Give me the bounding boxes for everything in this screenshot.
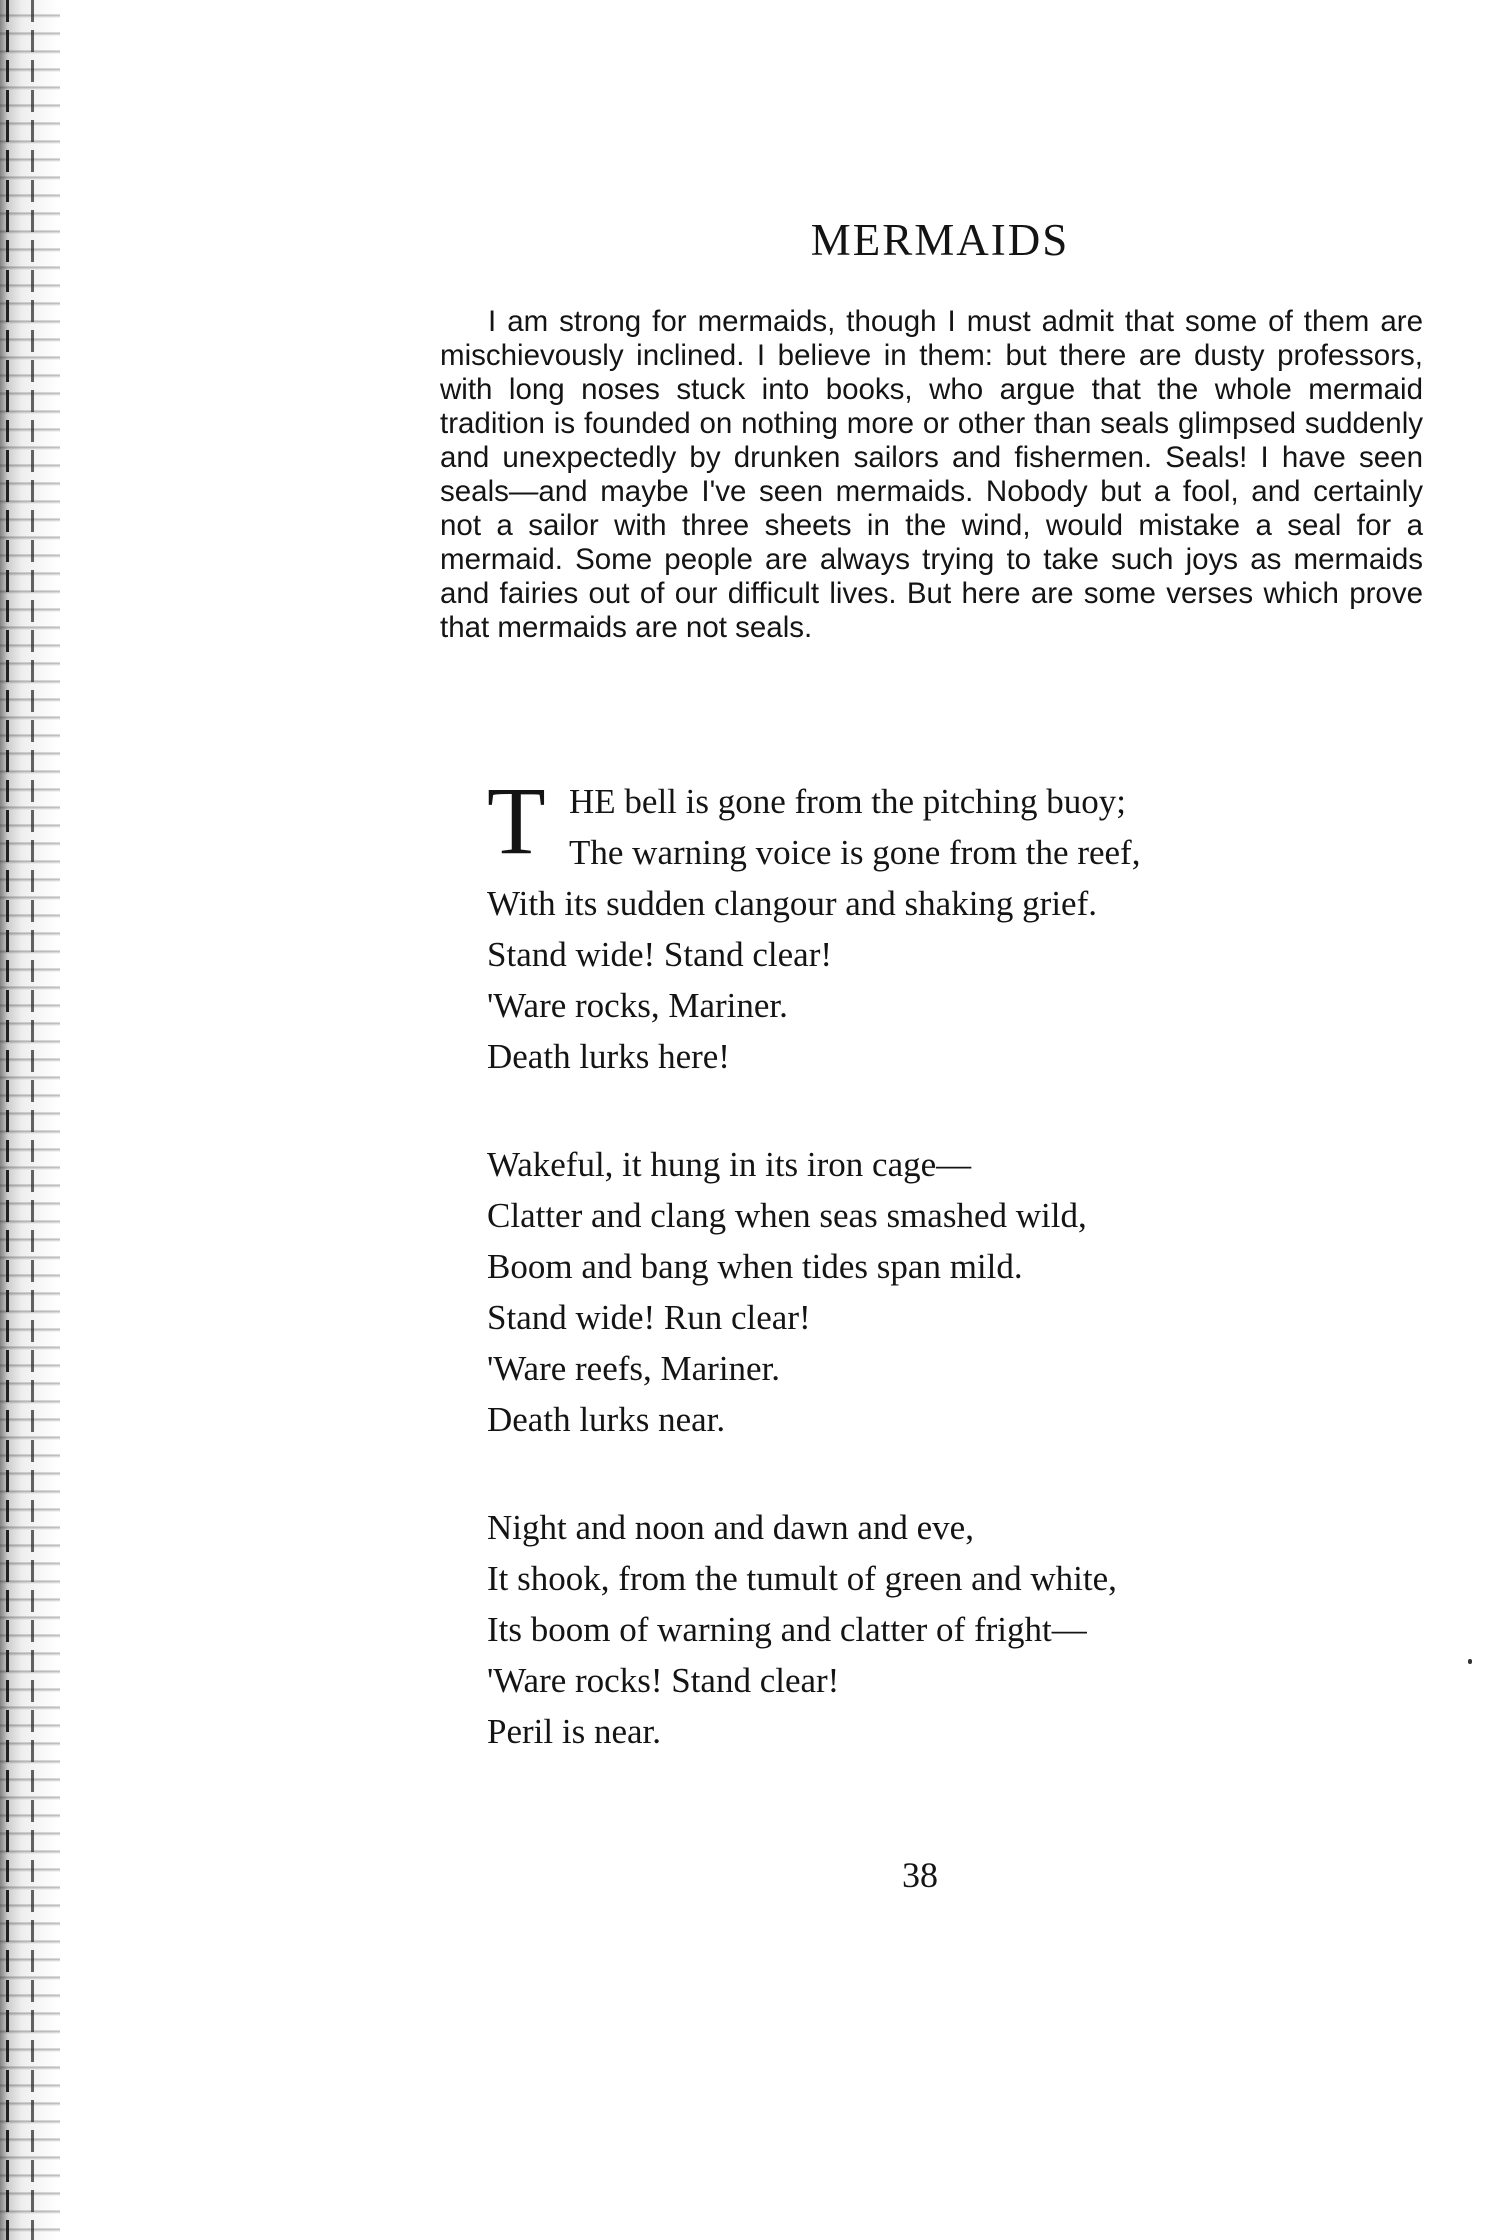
drop-cap: T <box>487 767 546 874</box>
poem-line: Boom and bang when tides span mild. <box>487 1247 1023 1286</box>
poem-line-text: HE bell is gone from the pitching buoy; <box>569 782 1126 821</box>
poem-stanza-3 <box>487 1502 1447 1757</box>
ink-speck <box>1468 1659 1472 1664</box>
poem-line: 'Ware rocks! Stand clear! <box>487 1661 840 1700</box>
poem-line: Wakeful, it hung in its iron cage— <box>487 1145 972 1184</box>
binding-shadow-line <box>6 0 9 2240</box>
page-title: MERMAIDS <box>810 215 1070 265</box>
poem <box>487 767 1447 1814</box>
page-number: 38 <box>902 1855 938 1895</box>
poem-line: Stand wide! Run clear! <box>487 1298 811 1337</box>
poem-line: With its sudden clangour and shaking grief. <box>487 884 1097 923</box>
poem-line: Night and noon and dawn and eve, <box>487 1508 974 1547</box>
binding-shadow-line <box>31 0 34 2240</box>
poem-line: Death lurks here! <box>487 1037 730 1076</box>
page-binding-edge <box>0 0 60 2240</box>
poem-line: 'Ware rocks, Mariner. <box>487 986 788 1025</box>
poem-line: Death lurks near. <box>487 1400 726 1439</box>
poem-line: It shook, from the tumult of green and white, <box>487 1559 1117 1598</box>
poem-line: Stand wide! Stand clear! <box>487 935 833 974</box>
poem-line: Clatter and clang when seas smashed wild, <box>487 1196 1087 1235</box>
poem-line: Its boom of warning and clatter of fright— <box>487 1610 1087 1649</box>
intro-paragraph: I am strong for mermaids, though I must admit that some of them are mischievously inclined. I believe in them: but there are dusty professors, with long noses stuck into books, who argue that the whole mermaid tradition is founded on nothing more or other than seals glimpsed suddenly and unexpectedly by drunken sailors and fishermen. Seals! I have seen seals—and maybe I've seen mermaids. Nobody but a fool, and certainly not a sailor with three sheets in the wind, would mistake a seal for a mermaid. Some people are always trying to take such joys as mermaids and fairies out of our difficult lives. But here are some verses which prove that mermaids are not seals. <box>440 305 1423 644</box>
poem-line: The warning voice is gone from the reef, <box>569 833 1141 872</box>
poem-line: 'Ware reefs, Mariner. <box>487 1349 781 1388</box>
poem-line: Peril is near. <box>487 1712 661 1751</box>
poem-stanza-1 <box>487 767 1447 1082</box>
poem-stanza-2 <box>487 1139 1447 1445</box>
